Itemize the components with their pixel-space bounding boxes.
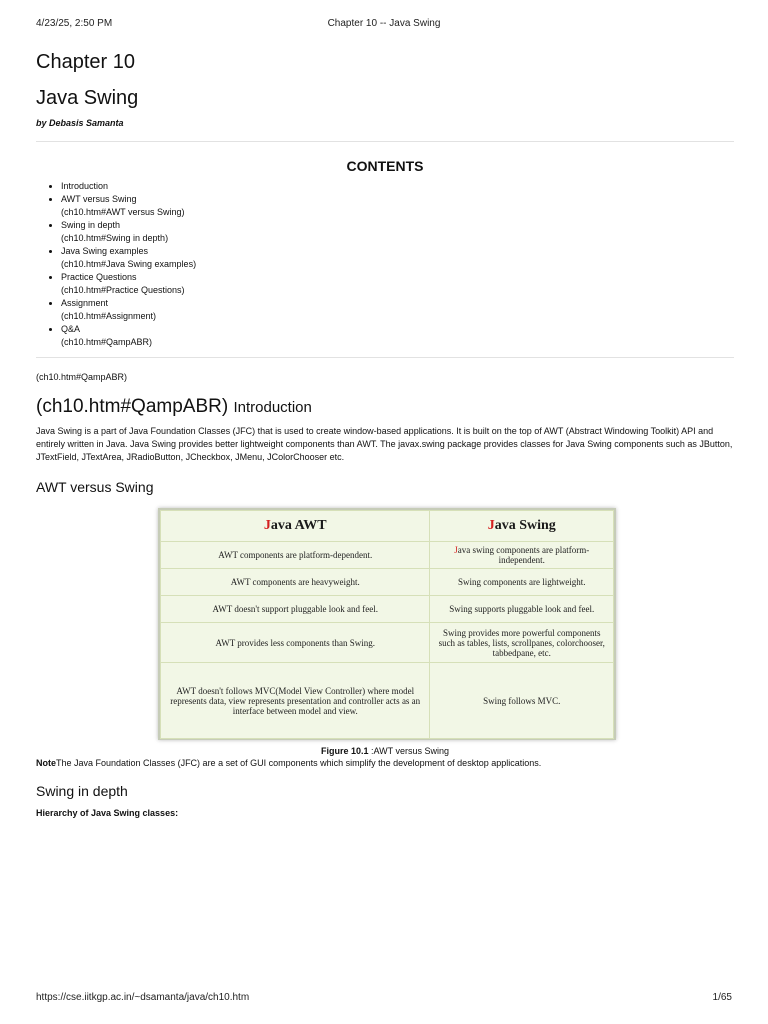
toc-link[interactable]: (ch10.htm#Assignment) bbox=[61, 311, 157, 321]
note-label: Note bbox=[36, 758, 56, 768]
swing-in-depth-heading: Swing in depth bbox=[36, 783, 128, 799]
swing-cell: Swing components are lightweight. bbox=[430, 569, 614, 596]
toc-label[interactable]: Assignment bbox=[61, 298, 109, 308]
awt-cell: AWT doesn't support pluggable look and feel. bbox=[161, 596, 430, 623]
toc-item-qa[interactable] bbox=[61, 323, 734, 349]
toc-link[interactable]: (ch10.htm#AWT versus Swing) bbox=[61, 207, 185, 217]
awt-cell: AWT components are heavyweight. bbox=[161, 569, 430, 596]
awt-versus-swing-heading: AWT versus Swing bbox=[36, 479, 154, 495]
swing-cell: Swing supports pluggable look and feel. bbox=[430, 596, 614, 623]
print-page-title: Chapter 10 -- Java Swing bbox=[327, 18, 441, 29]
awt-cell: AWT components are platform-dependent. bbox=[161, 542, 430, 569]
awt-cell: AWT provides less components than Swing. bbox=[161, 623, 430, 663]
toc-label[interactable]: AWT versus Swing bbox=[61, 194, 137, 204]
figure-caption bbox=[36, 746, 734, 756]
divider bbox=[36, 141, 734, 142]
figure-caption-text: :AWT versus Swing bbox=[371, 746, 450, 756]
swing-cell: Java swing components are platform-independent. bbox=[430, 542, 614, 569]
table-row bbox=[161, 542, 614, 569]
table-row bbox=[161, 663, 614, 739]
author-byline: by Debasis Samanta bbox=[36, 118, 124, 128]
toc-item-practice-questions[interactable] bbox=[61, 271, 734, 297]
table-row bbox=[161, 596, 614, 623]
toc-item-introduction[interactable] bbox=[61, 180, 734, 193]
divider bbox=[36, 357, 734, 358]
toc-link[interactable]: (ch10.htm#Practice Questions) bbox=[61, 285, 185, 295]
toc-item-assignment[interactable] bbox=[61, 297, 734, 323]
note bbox=[36, 758, 734, 768]
introduction-anchor[interactable]: (ch10.htm#QampABR) bbox=[36, 396, 229, 417]
print-datetime: 4/23/25, 2:50 PM bbox=[36, 18, 113, 29]
print-page-number: 1/65 bbox=[712, 992, 732, 1003]
chapter-number: Chapter 10 bbox=[36, 51, 135, 73]
figure-label: Figure 10.1 bbox=[320, 746, 369, 756]
chapter-title: Java Swing bbox=[36, 87, 139, 109]
print-url: https://cse.iitkgp.ac.in/~dsamanta/java/ch10.htm bbox=[36, 992, 250, 1003]
table-header-row bbox=[161, 511, 614, 542]
anchor-link[interactable]: (ch10.htm#QampABR) bbox=[36, 372, 128, 382]
toc-label[interactable]: Introduction bbox=[61, 181, 109, 191]
toc-label[interactable]: Java Swing examples bbox=[61, 246, 149, 256]
introduction-heading bbox=[36, 396, 734, 419]
toc-item-swing-examples[interactable] bbox=[61, 245, 734, 271]
toc-label[interactable]: Swing in depth bbox=[61, 220, 121, 230]
hierarchy-subheading: Hierarchy of Java Swing classes: bbox=[36, 808, 179, 818]
table-row bbox=[161, 569, 614, 596]
introduction-heading-text: Introduction bbox=[233, 399, 312, 416]
comparison-figure bbox=[158, 508, 616, 740]
swing-cell: Swing provides more powerful components such as tables, lists, scrollpanes, colorchooser, tabbedpane, etc. bbox=[430, 623, 614, 663]
table-of-contents bbox=[36, 180, 734, 349]
contents-heading: CONTENTS bbox=[346, 158, 424, 174]
toc-label[interactable]: Practice Questions bbox=[61, 272, 137, 282]
column-header-swing: Java Swing bbox=[430, 511, 614, 542]
table-row bbox=[161, 623, 614, 663]
toc-link[interactable]: (ch10.htm#Swing in depth) bbox=[61, 233, 169, 243]
document-body bbox=[36, 46, 734, 818]
note-text: The Java Foundation Classes (JFC) are a set of GUI components which simplify the development of desktop applications. bbox=[56, 758, 542, 768]
toc-link[interactable]: (ch10.htm#QampABR) bbox=[61, 337, 153, 347]
column-header-awt: Java AWT bbox=[161, 511, 430, 542]
swing-cell: Swing follows MVC. bbox=[430, 663, 614, 739]
toc-link[interactable]: (ch10.htm#Java Swing examples) bbox=[61, 259, 197, 269]
comparison-table bbox=[160, 510, 614, 739]
introduction-paragraph: Java Swing is a part of Java Foundation Classes (JFC) that is used to create window-based applications. It is built on the top of AWT (Abstract Windowing Toolkit) API and entirely written in Java. Java Swing provides better lightweight components than AWT. The javax.swing package provides classes for Java Swing components such as JButton, JTextField, JTextArea, JRadioButton, JCheckbox, JMenu, JColorChooser etc. bbox=[36, 426, 733, 462]
toc-item-swing-in-depth[interactable] bbox=[61, 219, 734, 245]
toc-label[interactable]: Q&A bbox=[61, 324, 81, 334]
toc-item-awt-versus-swing[interactable] bbox=[61, 193, 734, 219]
awt-cell: AWT doesn't follows MVC(Model View Controller) where model represents data, view represents presentation and controller acts as an interface between model and view. bbox=[161, 663, 430, 739]
